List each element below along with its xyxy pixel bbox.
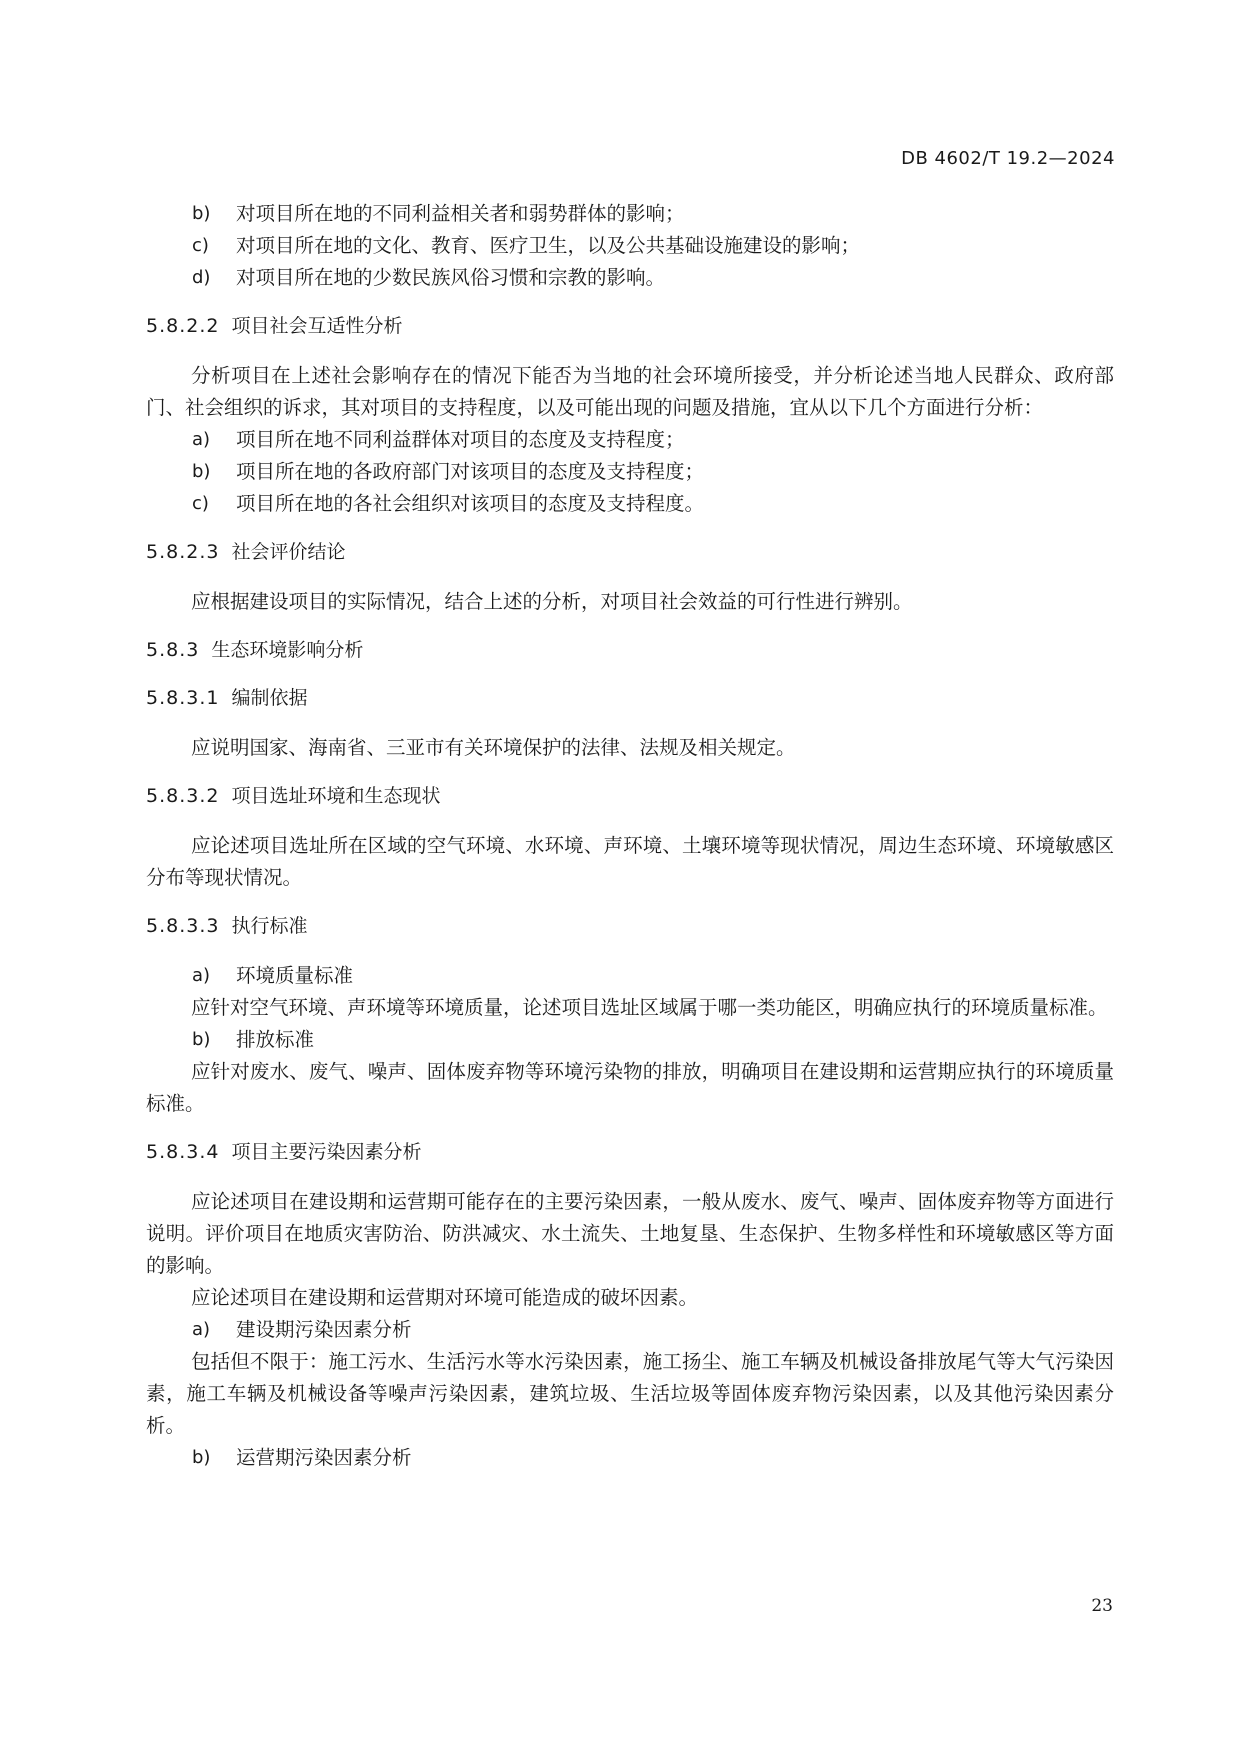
- list-item: [146, 198, 1114, 230]
- list-marker: a): [192, 429, 211, 450]
- list-item-text: 对项目所在地的不同利益相关者和弱势群体的影响；: [236, 202, 685, 225]
- paragraph: 包括但不限于：施工污水、生活污水等水污染因素，施工扬尘、施工车辆及机械设备排放尾气等大气污染因素，施工车辆及机械设备等噪声污染因素，建筑垃圾、生活垃圾等固体废弃物污染因素，以及其他污染因素分析。: [146, 1350, 1114, 1437]
- section-heading-5831: [146, 682, 1114, 714]
- list-item: [146, 230, 1114, 262]
- list-item-text: 运营期污染因素分析: [236, 1446, 412, 1469]
- list-item: [146, 1024, 1114, 1056]
- section-heading-5822: [146, 310, 1114, 342]
- list-marker: a): [192, 1319, 211, 1340]
- list-marker: b): [192, 1447, 211, 1468]
- paragraph: 应针对空气环境、声环境等环境质量，论述项目选址区域属于哪一类功能区，明确应执行的环境质量标准。: [191, 996, 1108, 1019]
- paragraph: 应论述项目在建设期和运营期对环境可能造成的破坏因素。: [191, 1286, 699, 1309]
- list-item-text: 项目所在地的各政府部门对该项目的态度及支持程度；: [236, 460, 705, 483]
- section-heading-583: [146, 634, 1114, 666]
- section-title: 社会评价结论: [231, 541, 346, 563]
- page-content: [146, 198, 1114, 1474]
- list-item: [146, 262, 1114, 294]
- section-heading-5832: [146, 780, 1114, 812]
- section-heading-5833: [146, 910, 1114, 942]
- list-marker: b): [192, 461, 211, 482]
- paragraph: 应论述项目选址所在区域的空气环境、水环境、声环境、土壤环境等现状情况，周边生态环境、环境敏感区分布等现状情况。: [146, 834, 1114, 889]
- section-title: 生态环境影响分析: [211, 639, 364, 661]
- list-item-text: 对项目所在地的文化、教育、医疗卫生，以及公共基础设施建设的影响；: [236, 234, 861, 257]
- section-number: 5.8.3: [146, 639, 200, 661]
- paragraph: 应说明国家、海南省、三亚市有关环境保护的法律、法规及相关规定。: [191, 736, 796, 759]
- section-heading-5834: [146, 1136, 1114, 1168]
- list-item-text: 排放标准: [236, 1028, 315, 1051]
- document-code: DB 4602/T 19.2—2024: [901, 148, 1115, 169]
- section-title: 项目选址环境和生态现状: [231, 785, 441, 807]
- section-number: 5.8.2.2: [146, 315, 220, 337]
- section-number: 5.8.2.3: [146, 541, 220, 563]
- section-title: 项目社会互适性分析: [231, 315, 403, 337]
- list-marker: b): [192, 1029, 211, 1050]
- list-item-text: 项目所在地不同利益群体对项目的态度及支持程度；: [236, 428, 685, 451]
- list-item: [146, 424, 1114, 456]
- section-title: 编制依据: [231, 687, 308, 709]
- list-item: [146, 488, 1114, 520]
- list-item-text: 对项目所在地的少数民族风俗习惯和宗教的影响。: [236, 266, 666, 289]
- list-marker: b): [192, 203, 211, 224]
- section-number: 5.8.3.1: [146, 687, 220, 709]
- list-marker: c): [192, 235, 209, 256]
- paragraph: 分析项目在上述社会影响存在的情况下能否为当地的社会环境所接受，并分析论述当地人民群众、政府部门、社会组织的诉求，其对项目的支持程度，以及可能出现的问题及措施，宜从以下几个方面进行分析：: [146, 364, 1114, 419]
- list-marker: c): [192, 493, 209, 514]
- section-heading-5823: [146, 536, 1114, 568]
- list-item: [146, 1442, 1114, 1474]
- section-title: 执行标准: [231, 915, 308, 937]
- list-item-text: 建设期污染因素分析: [236, 1318, 412, 1341]
- page-number: 23: [1091, 1596, 1113, 1616]
- list-item: [146, 456, 1114, 488]
- paragraph: 应针对废水、废气、噪声、固体废弃物等环境污染物的排放，明确项目在建设期和运营期应执行的环境质量标准。: [146, 1060, 1114, 1115]
- section-number: 5.8.3.3: [146, 915, 220, 937]
- section-title: 项目主要污染因素分析: [231, 1141, 422, 1163]
- list-item: [146, 960, 1114, 992]
- list-item-text: 环境质量标准: [236, 964, 354, 987]
- paragraph: 应论述项目在建设期和运营期可能存在的主要污染因素，一般从废水、废气、噪声、固体废弃物等方面进行说明。评价项目在地质灾害防治、防洪减灾、水土流失、土地复垦、生态保护、生物多样性和环境敏感区等方面的影响。: [146, 1190, 1114, 1277]
- list-marker: d): [192, 267, 211, 288]
- section-number: 5.8.3.2: [146, 785, 220, 807]
- list-marker: a): [192, 965, 211, 986]
- list-item-text: 项目所在地的各社会组织对该项目的态度及支持程度。: [236, 492, 705, 515]
- list-item: [146, 1314, 1114, 1346]
- paragraph: 应根据建设项目的实际情况，结合上述的分析，对项目社会效益的可行性进行辨别。: [191, 590, 913, 613]
- section-number: 5.8.3.4: [146, 1141, 220, 1163]
